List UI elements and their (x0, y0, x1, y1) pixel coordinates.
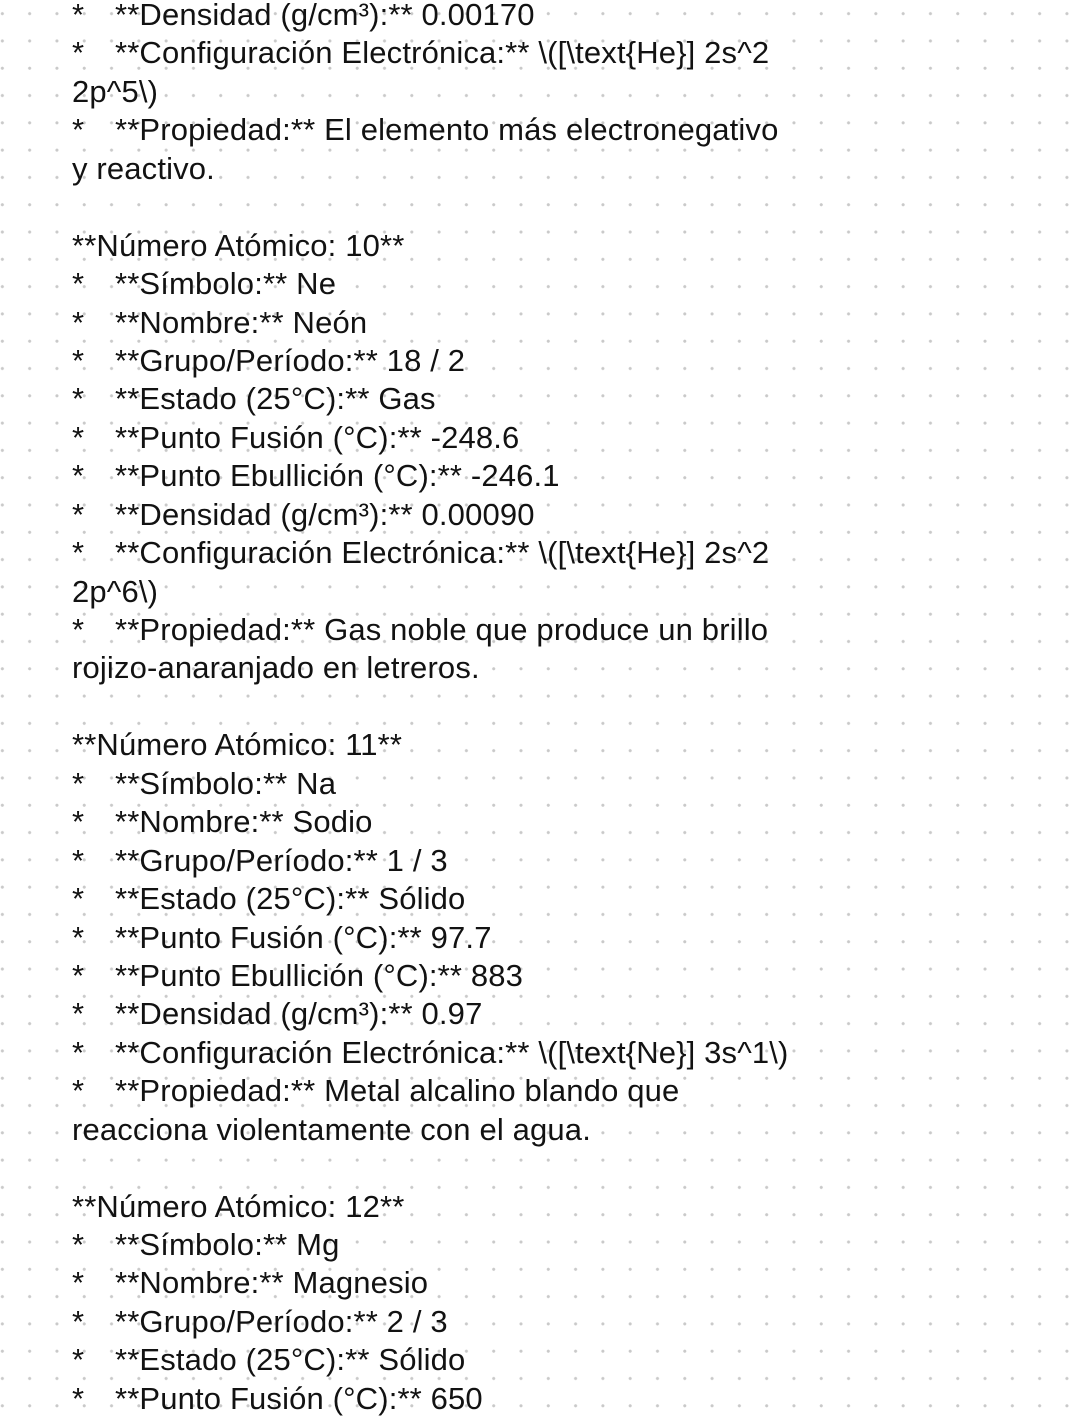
line-text: **Número Atómico: 12** (72, 1188, 405, 1224)
line-text: **Estado (25°C):** Sólido (115, 881, 466, 917)
bullet-marker: * (72, 765, 85, 801)
note-line (72, 1188, 972, 1226)
line-text: **Propiedad:** El elemento más electronegativo (115, 112, 779, 148)
note-line (72, 1264, 972, 1302)
bullet-marker: * (72, 1073, 85, 1109)
line-text: **Número Atómico: 11** (72, 727, 403, 763)
note-line (72, 573, 972, 611)
bullet-marker: * (72, 881, 85, 917)
note-line (72, 1341, 972, 1379)
note-line (72, 73, 972, 111)
note-line (72, 111, 972, 149)
line-text: **Grupo/Período:** 2 / 3 (115, 1303, 448, 1339)
line-text: **Nombre:** Magnesio (115, 1265, 429, 1301)
note-line (72, 1034, 972, 1072)
note-line (72, 842, 972, 880)
note-line (72, 0, 972, 34)
note-line (72, 1303, 972, 1341)
note-line (72, 1380, 972, 1418)
note-line (72, 342, 972, 380)
line-text: **Densidad (g/cm³):** 0.00170 (115, 0, 535, 32)
blank-line (72, 688, 972, 726)
line-text: **Densidad (g/cm³):** 0.97 (115, 996, 483, 1032)
note-text-area[interactable] (72, 0, 972, 1418)
bullet-marker: * (72, 266, 85, 302)
note-line (72, 496, 972, 534)
bullet-marker: * (72, 35, 85, 71)
bullet-marker: * (72, 0, 85, 32)
bullet-marker: * (72, 496, 85, 532)
note-line (72, 957, 972, 995)
line-text: reacciona violentamente con el agua. (72, 1111, 591, 1147)
line-text: **Densidad (g/cm³):** 0.00090 (115, 496, 535, 532)
note-line (72, 995, 972, 1033)
bullet-marker: * (72, 419, 85, 455)
line-text: **Punto Fusión (°C):** 97.7 (115, 919, 492, 955)
line-text: **Nombre:** Neón (115, 304, 368, 340)
note-line (72, 457, 972, 495)
bullet-marker: * (72, 1265, 85, 1301)
note-line (72, 726, 972, 764)
line-text: rojizo-anaranjado en letreros. (72, 650, 480, 686)
note-line (72, 649, 972, 687)
note-line (72, 1111, 972, 1149)
bullet-marker: * (72, 1227, 85, 1262)
line-text: **Símbolo:** Mg (115, 1227, 340, 1262)
line-text: **Grupo/Período:** 1 / 3 (115, 842, 448, 878)
note-line (72, 534, 972, 572)
bullet-marker: * (72, 1342, 85, 1378)
line-text: **Punto Ebullición (°C):** -246.1 (115, 458, 560, 494)
note-line (72, 34, 972, 72)
note-line (72, 304, 972, 342)
bullet-marker: * (72, 612, 85, 647)
note-line (72, 419, 972, 457)
note-line (72, 1226, 972, 1264)
line-text: **Estado (25°C):** Gas (115, 381, 436, 417)
line-text: **Propiedad:** Gas noble que produce un brillo (115, 612, 769, 647)
line-text: 2p^5\) (72, 73, 159, 109)
bullet-marker: * (72, 1034, 85, 1070)
line-text: **Configuración Electrónica:** \([\text{Ne}] 3s^1\) (115, 1034, 789, 1070)
bullet-marker: * (72, 842, 85, 878)
note-line (72, 765, 972, 803)
bullet-marker: * (72, 304, 85, 340)
line-text: **Configuración Electrónica:** \([\text{He}] 2s^2 (115, 35, 770, 71)
note-line (72, 803, 972, 841)
bullet-marker: * (72, 535, 85, 571)
line-text: **Símbolo:** Ne (115, 266, 337, 302)
bullet-marker: * (72, 804, 85, 840)
note-line (72, 265, 972, 303)
note-line (72, 150, 972, 188)
note-line (72, 611, 972, 649)
line-text: **Grupo/Período:** 18 / 2 (115, 342, 466, 378)
line-text: **Punto Fusión (°C):** -248.6 (115, 419, 520, 455)
line-text: **Símbolo:** Na (115, 765, 337, 801)
line-text: 2p^6\) (72, 573, 159, 609)
line-text: y reactivo. (72, 150, 215, 186)
bullet-marker: * (72, 458, 85, 494)
note-line (72, 919, 972, 957)
bullet-marker: * (72, 381, 85, 417)
line-text: **Configuración Electrónica:** \([\text{He}] 2s^2 (115, 535, 770, 571)
bullet-marker: * (72, 957, 85, 993)
bullet-marker: * (72, 1380, 85, 1416)
note-line (72, 227, 972, 265)
bullet-marker: * (72, 996, 85, 1032)
note-line (72, 880, 972, 918)
line-text: **Estado (25°C):** Sólido (115, 1342, 466, 1378)
line-text: **Punto Fusión (°C):** 650 (115, 1380, 483, 1416)
note-line (72, 380, 972, 418)
bullet-marker: * (72, 1303, 85, 1339)
line-text: **Propiedad:** Metal alcalino blando que (115, 1073, 680, 1109)
line-text: **Número Atómico: 10** (72, 227, 405, 263)
bullet-marker: * (72, 342, 85, 378)
bullet-marker: * (72, 919, 85, 955)
line-text: **Punto Ebullición (°C):** 883 (115, 957, 524, 993)
bullet-marker: * (72, 112, 85, 148)
line-text: **Nombre:** Sodio (115, 804, 373, 840)
note-line (72, 1072, 972, 1110)
blank-line (72, 188, 972, 226)
blank-line (72, 1149, 972, 1187)
